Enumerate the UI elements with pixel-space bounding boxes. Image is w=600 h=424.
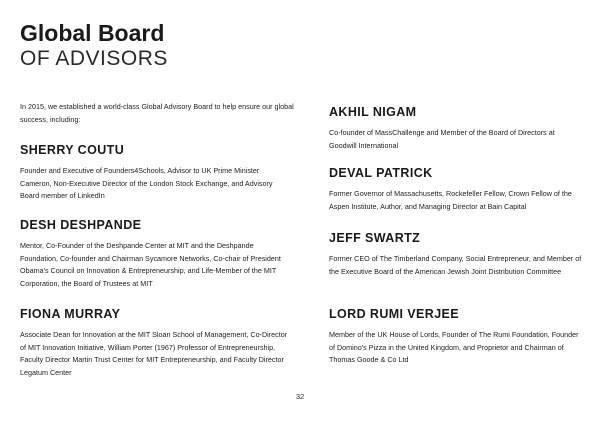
advisor-name: LORD RUMI VERJEE — [329, 307, 460, 321]
advisor-jeff-swartz — [329, 231, 584, 278]
advisor-bio: Mentor, Co-Founder of the Deshpande Center at MIT and the Deshpande Foundation, Co-founder and Chairman Sycamore Networks, Co-chair of President Obama's Council on Innovation & Entrepreneurship, and Life-Member of the MIT Corporation, the Board of Trustees at MIT — [20, 241, 281, 288]
advisor-sherry-coutu — [20, 143, 292, 203]
page-subtitle: OF ADVISORS — [20, 47, 168, 70]
advisor-fiona-murray — [20, 307, 292, 379]
advisor-deval-patrick — [329, 166, 584, 213]
advisor-bio: Founder and Executive of Founders4Schools, Advisor to UK Prime Minister Cameron, Non-Executive Director of the London Stock Exchange, and Advisory Board member of LinkedIn — [20, 166, 273, 201]
advisor-name: SHERRY COUTU — [20, 143, 125, 157]
advisor-name: JEFF SWARTZ — [329, 231, 421, 245]
advisor-bio: Co-founder of MassChallenge and Member of the Board of Directors at Goodwill International — [329, 128, 555, 150]
advisor-name: DEVAL PATRICK — [329, 166, 433, 180]
page-number: 32 — [295, 392, 305, 401]
page-title: Global Board — [20, 20, 165, 46]
advisor-bio: Member of the UK House of Lords, Founder of The Rumi Foundation, Founder of Domino's Pizza in the United Kingdom, and Proprietor and Chairman of Thomas Goode & Co Ltd — [329, 330, 579, 365]
advisor-bio: Former Governor of Massachusetts, Rockefeller Fellow, Crown Fellow of the Aspen Institute, Author, and Managing Director at Bain Capital — [329, 189, 572, 211]
advisor-name: FIONA MURRAY — [20, 307, 121, 321]
advisor-name: DESH DESHPANDE — [20, 218, 142, 232]
advisor-bio: Associate Dean for Innovation at the MIT Sloan School of Management, Co-Director of MIT Innovation Initiative, William Porter (1967) Professor of Entrepreneurship, Faculty Director Martin Trust Center for MIT Entrepreneurship, and Faculty Director Legatum Center — [20, 330, 288, 377]
advisor-akhil-nigam — [329, 105, 584, 152]
advisor-bio: Former CEO of The Timberland Company, Social Entrepreneur, and Member of the Executive Board of the American Jewish Joint Distribution Committee — [329, 254, 582, 276]
advisor-desh-deshpande — [20, 218, 292, 290]
intro-paragraph: In 2015, we established a world-class Global Advisory Board to help ensure our global success, including: — [20, 102, 294, 124]
advisor-name: AKHIL NIGAM — [329, 105, 417, 119]
advisor-lord-rumi-verjee — [329, 307, 584, 367]
